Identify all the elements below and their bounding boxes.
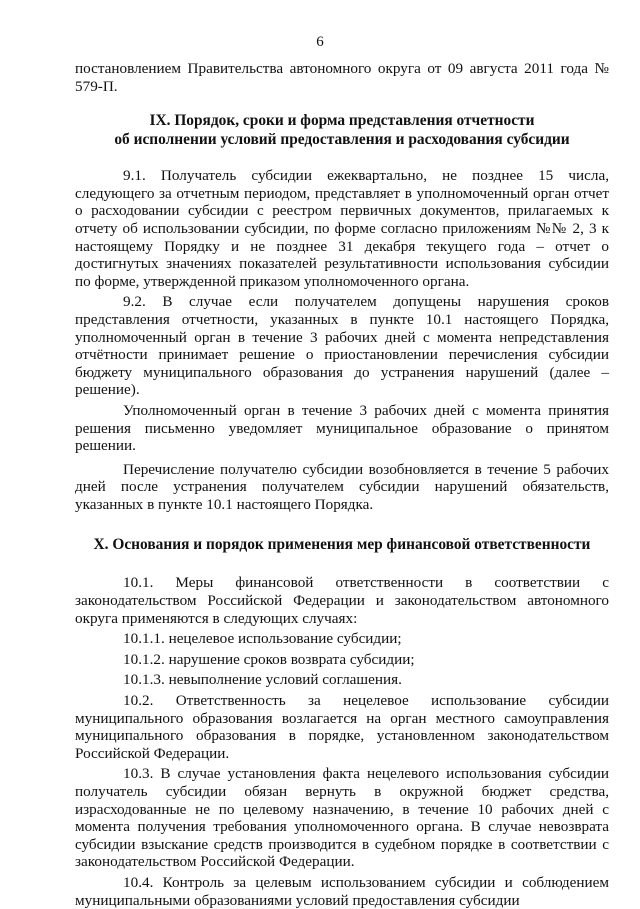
section-9-heading-line2: об исполнении условий предоставления и расходования субсидии (114, 131, 570, 149)
section-9-heading (75, 111, 609, 149)
document-body (75, 60, 609, 909)
page-number: 6 (316, 34, 324, 50)
paragraph-9-1: 9.1. Получатель субсидии ежеквартально, не позднее 15 числа, следующего за отчетным периодом, представляет в уполномоченный орган отчет о расходовании субсидии с реестром первичных документов, прилагаемых к отчету об использовании субсидии, по форме согласно приложениям №№ 2, 3 к настоящему Порядку и не позднее 31 декабря текущего года – отчет о достигнутых значениях показателей результативности использования субсидии по форме, утвержденной приказом уполномоченного органа. (75, 167, 609, 290)
paragraph-9-2-notice: Уполномоченный орган в течение 3 рабочих дней с момента принятия решения письменно уведомляет муниципальное образование о принятом решении. (75, 401, 609, 455)
paragraph-10-4: 10.4. Контроль за целевым использованием субсидии и соблюдением муниципальными образованиями условий предоставления субсидии (75, 873, 609, 909)
paragraph-10-1-1: 10.1.1. нецелевое использование субсидии; (123, 630, 402, 648)
section-10-heading: X. Основания и порядок применения мер финансовой ответственности (93, 536, 591, 554)
paragraph-9-2: 9.2. В случае если получателем допущены нарушения сроков представления отчетности, указанных в пункте 10.1 настоящего Порядка, уполномоченный орган в течение 3 рабочих дней с момента непредставления отчётности принимает решение о приостановлении перечисления субсидии бюджету муниципального образования до устранения нарушений (далее – решение). (75, 293, 609, 399)
paragraph-9-2-resume: Перечисление получателю субсидии возобновляется в течение 5 рабочих дней после устранения получателем субсидии нарушений обязательств, указанных в пункте 10.1 настоящего Порядка. (75, 460, 609, 513)
paragraph-10-3: 10.3. В случае установления факта нецелевого использования субсидии получатель субсидии обязан вернуть в окружной бюджет средства, израсходованные не по целевому назначению, в течение 10 рабочих дней с момента получения требования уполномоченного органа. В случае невозврата субсидии взыскание средств производится в судебном порядке в соответствии с законодательством Российской Федерации. (75, 765, 609, 871)
paragraph-10-1: 10.1. Меры финансовой ответственности в соответствии с законодательством Российской Федерации и законодательством автономного округа применяются в следующих случаях: (75, 574, 609, 627)
intro-paragraph: постановлением Правительства автономного округа от 09 августа 2011 года № 579-П. (75, 60, 609, 95)
paragraph-10-1-2: 10.1.2. нарушение сроков возврата субсидии; (123, 650, 415, 668)
paragraph-10-2: 10.2. Ответственность за нецелевое использование субсидии муниципального образования возлагается на орган местного самоуправления муниципального образования в порядке, установленном законодательством Российской Федерации. (75, 692, 609, 762)
section-9-heading-line1: IX. Порядок, сроки и форма представления отчетности (149, 112, 535, 130)
paragraph-10-1-3: 10.1.3. невыполнение условий соглашения. (123, 671, 402, 689)
